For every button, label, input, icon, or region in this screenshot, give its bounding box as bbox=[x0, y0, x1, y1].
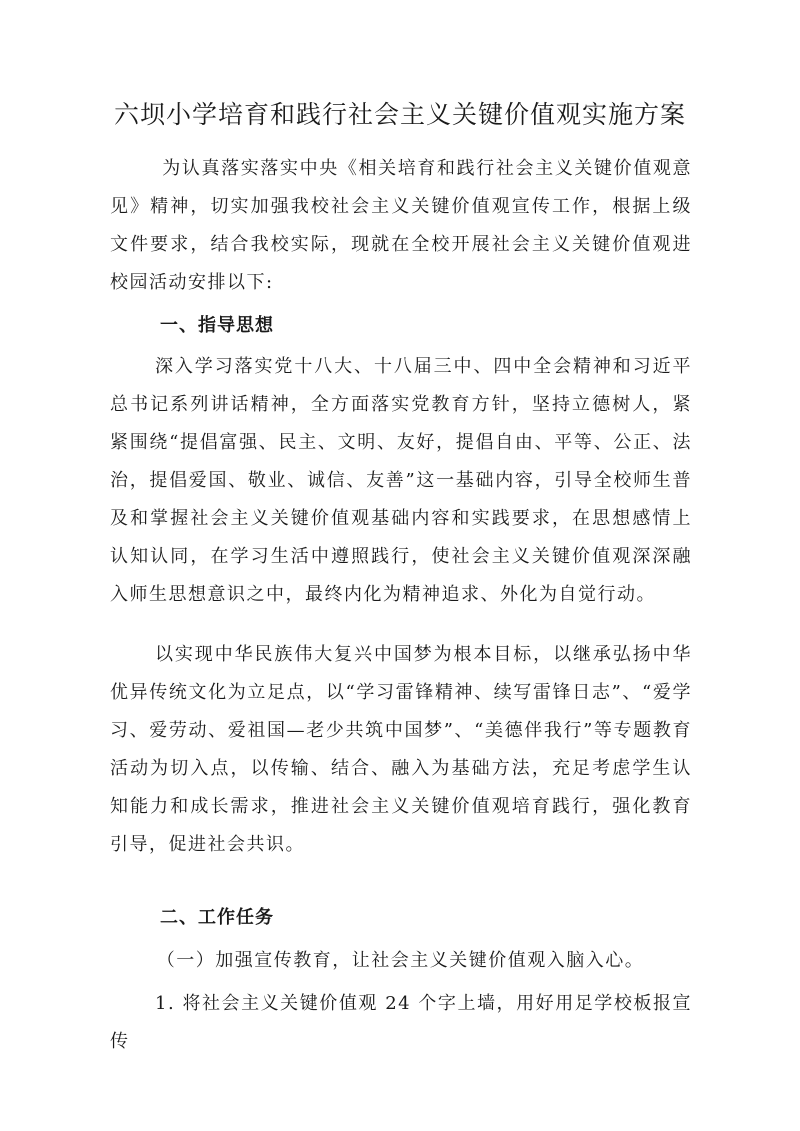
work-task-item-1: 1. 将社会主义关键价值观 24 个字上墙，用好用足学校板报宣传 bbox=[110, 993, 692, 1052]
intro-paragraph: 为认真落实落实中央《相关培育和践行社会主义关键价值观意见》精神，切实加强我校社会主义关键价值观宣传工作，根据上级文件要求，结合我校实际，现就在全校开展社会主义关键价值观进校园活动安排以下: bbox=[110, 158, 692, 293]
guiding-ideology-paragraph-2: 以实现中华民族伟大复兴中国梦为根本目标，以继承弘扬中华优异传统文化为立足点，以“学习雷锋精神、续写雷锋日志”、“爱学习、爱劳动、爱祖国—老少共筑中国梦”、“美德伴我行”等专题教育活动为切入点，以传输、结合、融入为基础方法，充足考虑学生认知能力和成长需求，推进社会主义关键价值观培育践行，强化教育引导，促进社会共识。 bbox=[110, 644, 692, 855]
guiding-ideology-paragraph-1: 深入学习落实党十八大、十八届三中、四中全会精神和习近平总书记系列讲话精神，全方面落实党教育方针，坚持立德树人，紧紧围绕“提倡富强、民主、文明、友好，提倡自由、平等、公正、法治，提倡爱国、敬业、诚信、友善”这一基础内容，引导全校师生普及和掌握社会主义关键价值观基础内容和实践要求，在思想感情上认知认同，在学习生活中遵照践行，使社会主义关键价值观深深融入师生思想意识之中，最终内化为精神追求、外化为自觉行动。 bbox=[110, 356, 692, 605]
work-task-subheading-1: （一）加强宣传教育，让社会主义关键价值观入脑入心。 bbox=[156, 950, 645, 971]
section-heading-work-tasks: 二、工作任务 bbox=[160, 907, 274, 928]
section-heading-guiding-ideology: 一、指导思想 bbox=[160, 315, 274, 336]
document-title: 六坝小学培育和践行社会主义关键价值观实施方案 bbox=[113, 100, 686, 129]
